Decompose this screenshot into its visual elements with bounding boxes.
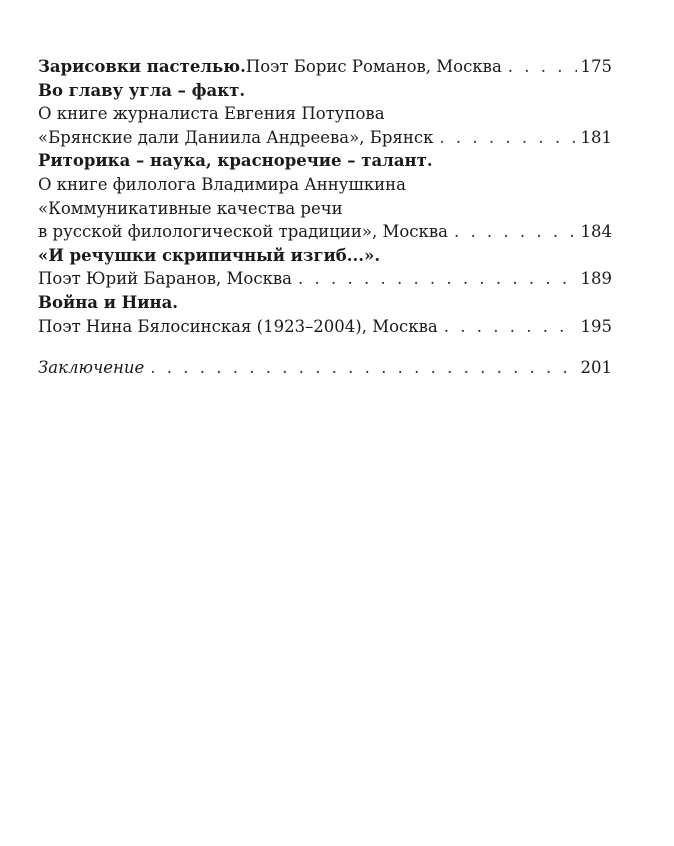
- spacer: [38, 338, 612, 356]
- entry-title: Зарисовки пастелью.: [38, 57, 246, 76]
- entry-subtitle: О книге журналиста Евгения Потупова: [38, 104, 385, 124]
- dot-leader: [454, 220, 577, 244]
- page-number: 175: [580, 57, 612, 76]
- toc-entry-line: [38, 220, 612, 244]
- entry-subtitle: Поэт Нина Бялосинская (1923–2004), Москва: [38, 316, 438, 336]
- table-of-contents: [38, 55, 612, 380]
- page-number: 181: [580, 127, 612, 147]
- dot-leader: [444, 315, 577, 339]
- entry-subtitle: Поэт Борис Романов, Москва: [245, 57, 502, 76]
- entry-subtitle: «Брянские дали Даниила Андреева», Брянск: [38, 127, 434, 147]
- page-number: 184: [580, 222, 612, 242]
- toc-entry-line: [38, 126, 612, 150]
- page-number: 195: [580, 316, 612, 336]
- entry-title: Во главу угла – факт.: [38, 80, 246, 100]
- entry-subtitle: О книге филолога Владимира Аннушкина: [38, 174, 406, 194]
- conclusion-title: Заключение: [38, 358, 145, 378]
- toc-entry-line: [38, 315, 612, 339]
- dot-leader: [298, 267, 576, 291]
- entry-subtitle: в русской филологической традиции», Москва: [38, 222, 448, 242]
- dot-leader: [508, 55, 577, 79]
- entry-title: Война и Нина.: [38, 292, 179, 312]
- page-number: 189: [580, 269, 612, 289]
- page-number: 201: [580, 358, 612, 378]
- dot-leader: [439, 126, 576, 150]
- entry-title: «И речушки скрипичный изгиб...».: [38, 245, 381, 265]
- entry-subtitle: «Коммуникативные качества речи: [38, 198, 343, 218]
- entry-subtitle: Поэт Юрий Баранов, Москва: [38, 269, 293, 289]
- toc-entry-line: [38, 356, 612, 380]
- dot-leader: [150, 356, 576, 380]
- entry-title: Риторика – наука, красноречие – талант.: [38, 151, 433, 171]
- toc-entry-line: [38, 55, 612, 79]
- toc-entry-line: [38, 267, 612, 291]
